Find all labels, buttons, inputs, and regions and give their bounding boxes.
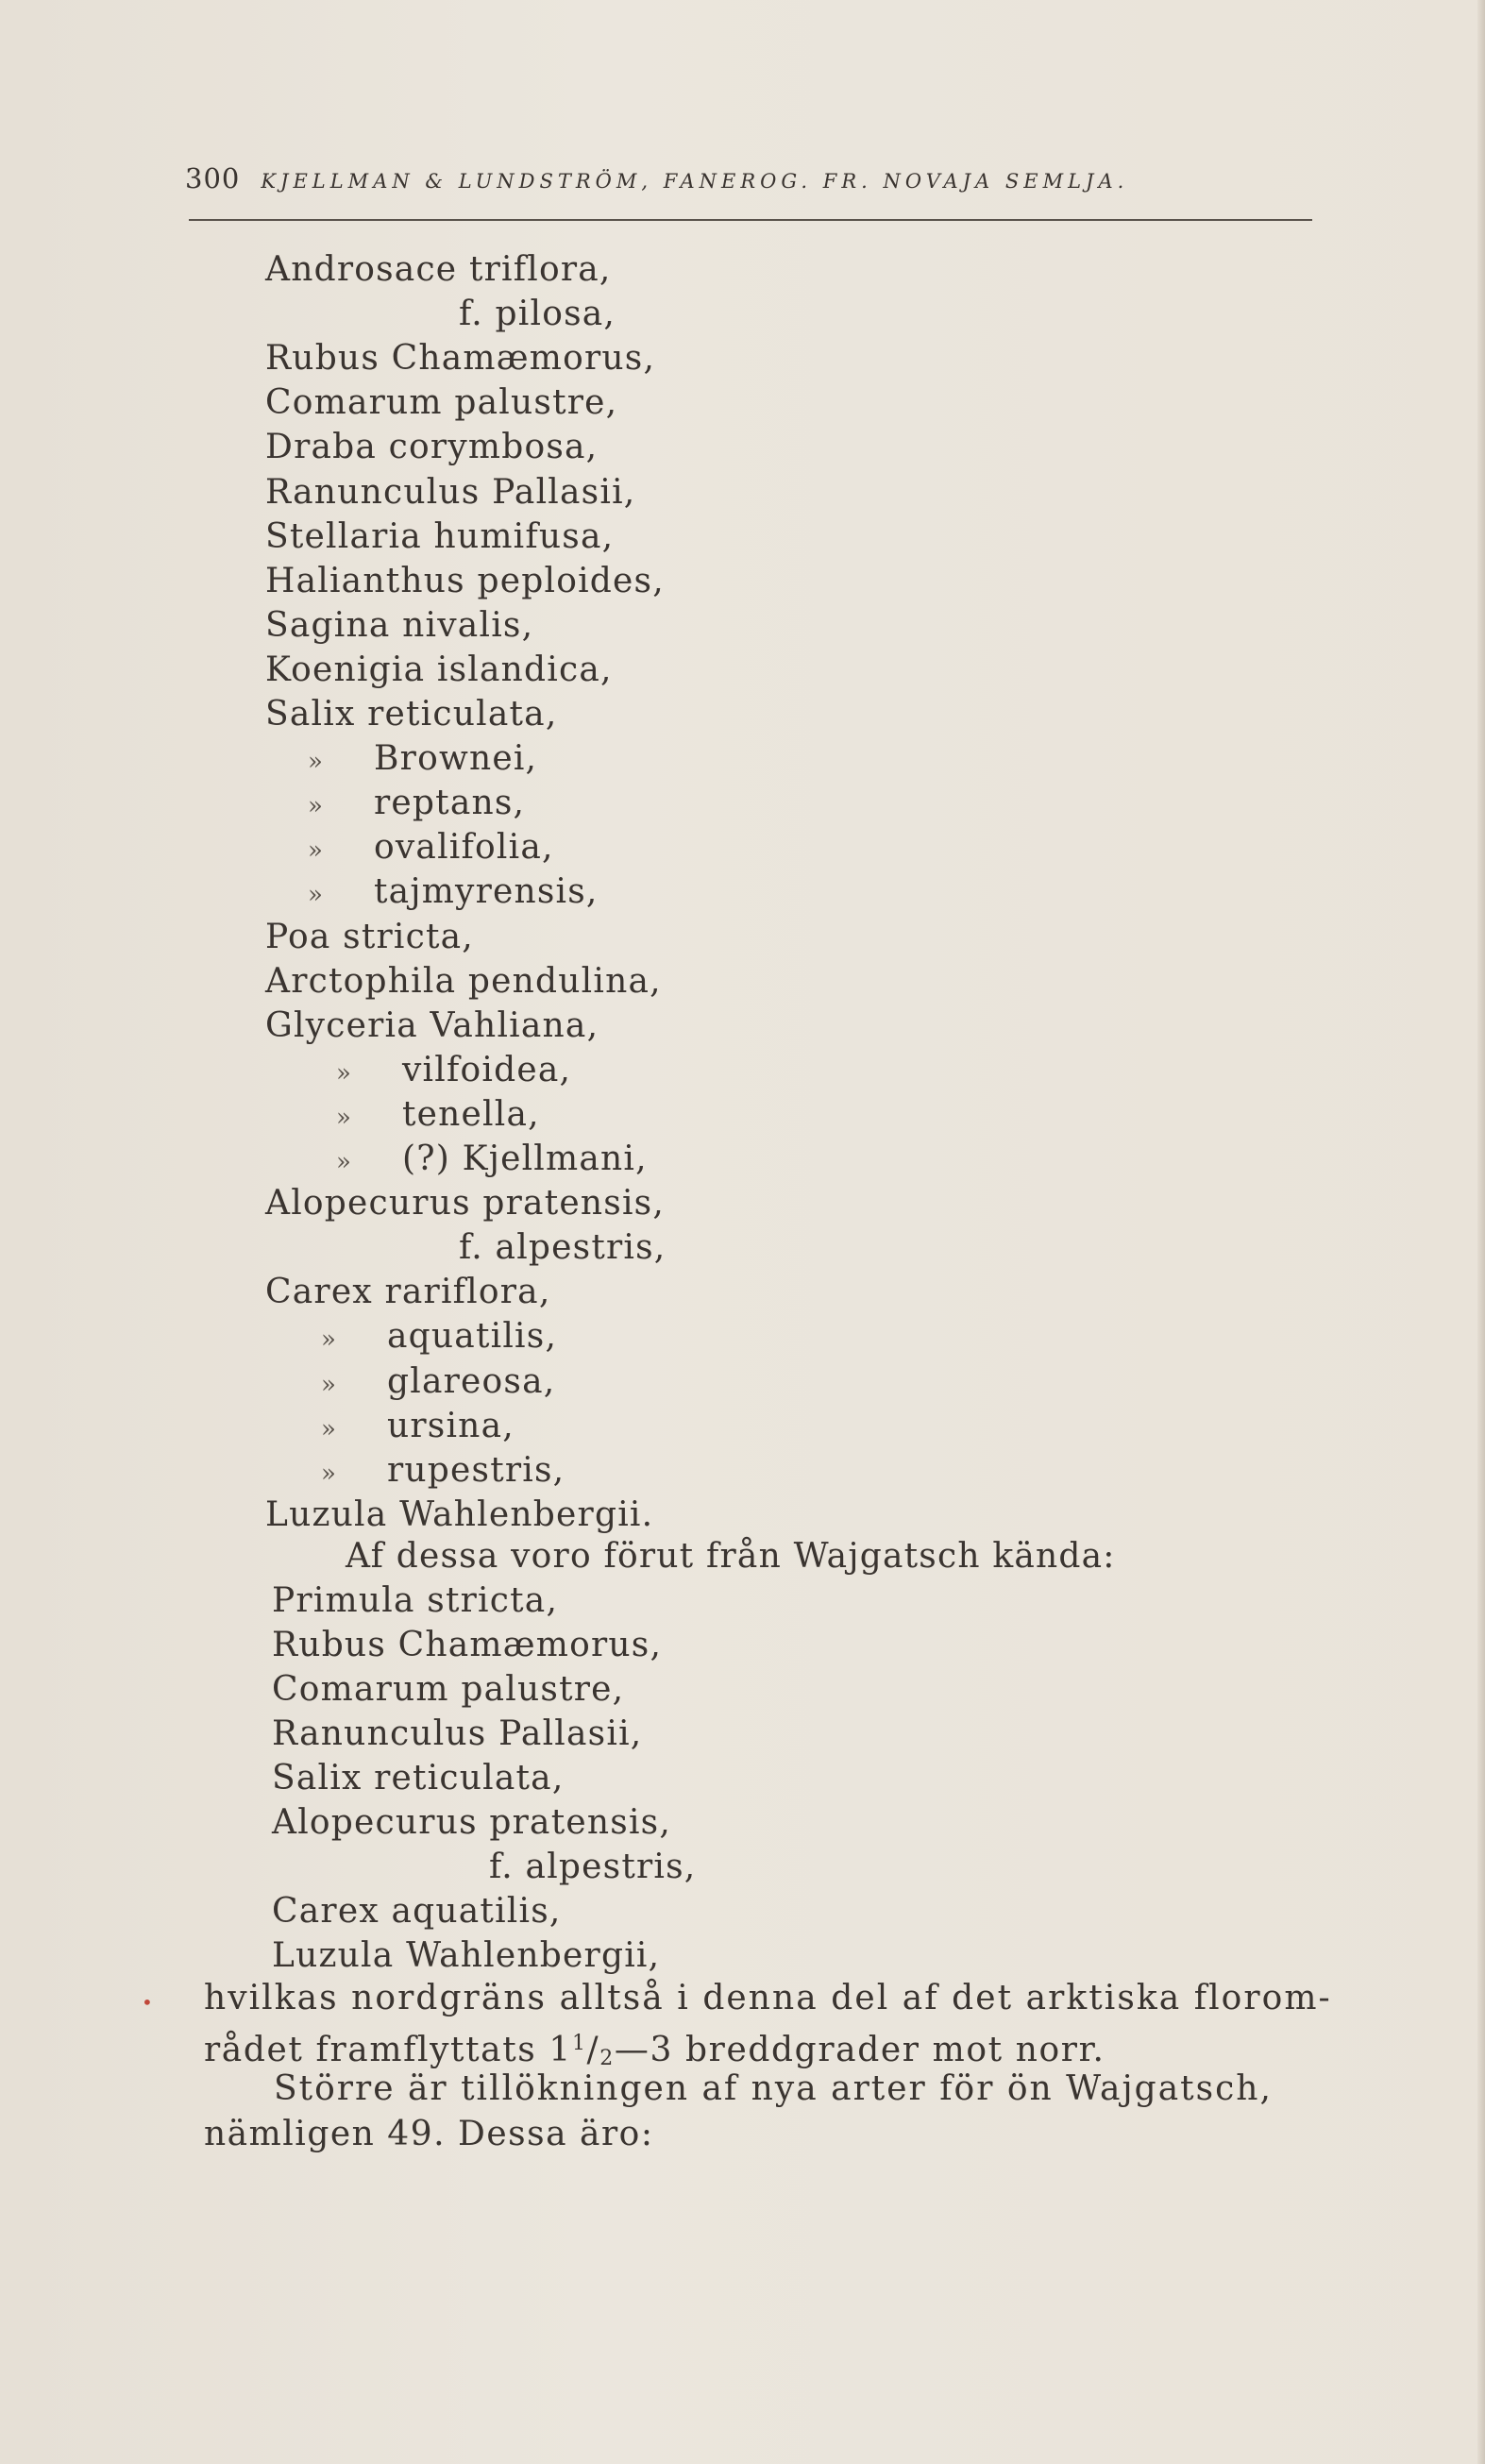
ditto-mark: » — [321, 1325, 338, 1355]
species-line — [265, 1494, 653, 1536]
species-name: Comarum palustre, — [272, 1670, 625, 1709]
fraction-slash: / — [586, 2031, 600, 2069]
species-line — [321, 1316, 557, 1358]
species-line — [308, 871, 599, 913]
species-line — [272, 1580, 558, 1622]
species-line — [321, 1450, 565, 1492]
species-name: Carex aquatilis, — [272, 1892, 562, 1931]
species-line — [336, 1050, 571, 1091]
species-line — [489, 1847, 696, 1888]
species-name: Salix reticulata, — [272, 1759, 565, 1797]
species-line — [265, 694, 558, 735]
species-line — [265, 427, 598, 468]
species-line — [265, 561, 665, 602]
species-line — [272, 1625, 662, 1666]
paragraph-2-line-1: Större är tillökningen af nya arter för ön Wajgatsch, — [274, 2069, 1273, 2108]
paragraph-1-line-2-end: —3 breddgrader mot norr. — [614, 2031, 1105, 2069]
species-line — [265, 605, 533, 647]
species-name: reptans, — [374, 784, 526, 823]
species-name: Luzula Wahlenbergii. — [265, 1494, 654, 1534]
species-name: Stellaria humifusa, — [265, 516, 615, 556]
species-name: Rubus Chamæmorus, — [272, 1626, 663, 1664]
species-line — [265, 650, 613, 691]
species-name: Carex rariflora, — [265, 1273, 551, 1312]
page-header — [185, 162, 1318, 204]
intro-line: Af dessa voro förut från Wajgatsch kända: — [346, 1537, 1116, 1576]
species-name: Ranunculus Pallasii, — [265, 472, 636, 512]
species-line — [265, 1183, 665, 1224]
species-name: Comarum palustre, — [265, 383, 618, 423]
page-number: 300 — [185, 162, 241, 194]
species-line — [272, 1891, 562, 1932]
ditto-mark: » — [321, 1370, 338, 1399]
species-line — [265, 249, 612, 291]
species-name: glareosa, — [387, 1361, 556, 1401]
species-name: f. alpestris, — [489, 1848, 697, 1886]
species-name: Glyceria Vahliana, — [265, 1005, 599, 1045]
species-line — [336, 1094, 540, 1136]
species-name: Primula stricta, — [272, 1581, 559, 1620]
species-line — [272, 1758, 565, 1799]
ditto-mark: » — [308, 748, 325, 777]
species-line — [308, 738, 537, 780]
species-line — [265, 961, 662, 1003]
running-title: KJELLMAN & LUNDSTRÖM, FANEROG. FR. NOVAJA SEMLJA. — [261, 170, 1129, 193]
paragraph-1-line-2-start: rådet framflyttats 1 — [204, 2031, 572, 2069]
species-name: Luzula Wahlenbergii, — [272, 1936, 661, 1975]
species-name: Poa stricta, — [265, 917, 474, 956]
species-line — [265, 472, 635, 514]
species-line — [459, 294, 616, 335]
species-name: f. pilosa, — [459, 295, 616, 334]
species-name: vilfoidea, — [402, 1050, 572, 1089]
species-name: Sagina nivalis, — [265, 605, 534, 645]
species-name: tenella, — [402, 1094, 540, 1134]
bullet-mark: • — [142, 1991, 154, 2014]
species-line — [265, 516, 614, 558]
species-name: Androsace triflora, — [265, 250, 612, 289]
species-line — [265, 382, 617, 424]
ditto-mark: » — [308, 792, 325, 821]
ditto-mark: » — [321, 1459, 338, 1488]
ditto-mark: » — [308, 881, 325, 910]
species-line — [336, 1139, 648, 1180]
species-name: Draba corymbosa, — [265, 428, 599, 467]
species-name: Brownei, — [374, 739, 538, 779]
species-line — [272, 1935, 660, 1977]
ditto-mark: » — [336, 1103, 353, 1132]
header-rule — [189, 219, 1312, 221]
species-line — [272, 1669, 624, 1711]
species-name: Koenigia islandica, — [265, 650, 613, 689]
ditto-mark: » — [321, 1414, 338, 1443]
paragraph-1-line-1: hvilkas nordgräns alltså i denna del af det arktiska florom- — [204, 1979, 1332, 2017]
ditto-mark: » — [308, 836, 325, 866]
species-line — [272, 1713, 642, 1755]
species-name: ursina, — [387, 1406, 515, 1445]
fraction-denominator: 2 — [599, 2047, 615, 2070]
species-line — [459, 1227, 666, 1269]
species-name: f. alpestris, — [459, 1228, 667, 1268]
ditto-mark: » — [336, 1148, 353, 1176]
species-name: Alopecurus pratensis, — [265, 1184, 665, 1224]
species-line — [272, 1802, 671, 1844]
page-edge-shadow — [1477, 0, 1485, 2464]
species-line — [265, 1272, 551, 1313]
species-name: Arctophila pendulina, — [265, 961, 662, 1001]
species-name: Rubus Chamæmorus, — [265, 339, 656, 379]
species-name: (?) Kjellmani, — [402, 1139, 648, 1178]
fraction-numerator: 1 — [571, 2032, 587, 2055]
species-name: rupestris, — [387, 1450, 565, 1490]
species-line — [321, 1361, 555, 1403]
species-name: Ranunculus Pallasii, — [272, 1714, 643, 1753]
species-line — [265, 338, 655, 380]
species-line — [265, 1005, 599, 1047]
paragraph-1-line-2 — [204, 2023, 1105, 2070]
species-name: tajmyrensis, — [374, 872, 599, 912]
species-line — [321, 1406, 515, 1447]
species-name: ovalifolia, — [374, 828, 554, 868]
species-name: Salix reticulata, — [265, 695, 558, 734]
species-name: Halianthus peploides, — [265, 561, 665, 600]
species-line — [308, 783, 525, 824]
species-line — [308, 827, 554, 869]
paragraph-2-line-2: nämligen 49. Dessa äro: — [204, 2115, 654, 2153]
species-line — [265, 917, 474, 958]
species-name: aquatilis, — [387, 1317, 558, 1357]
species-name: Alopecurus pratensis, — [272, 1803, 671, 1842]
ditto-mark: » — [336, 1058, 353, 1088]
